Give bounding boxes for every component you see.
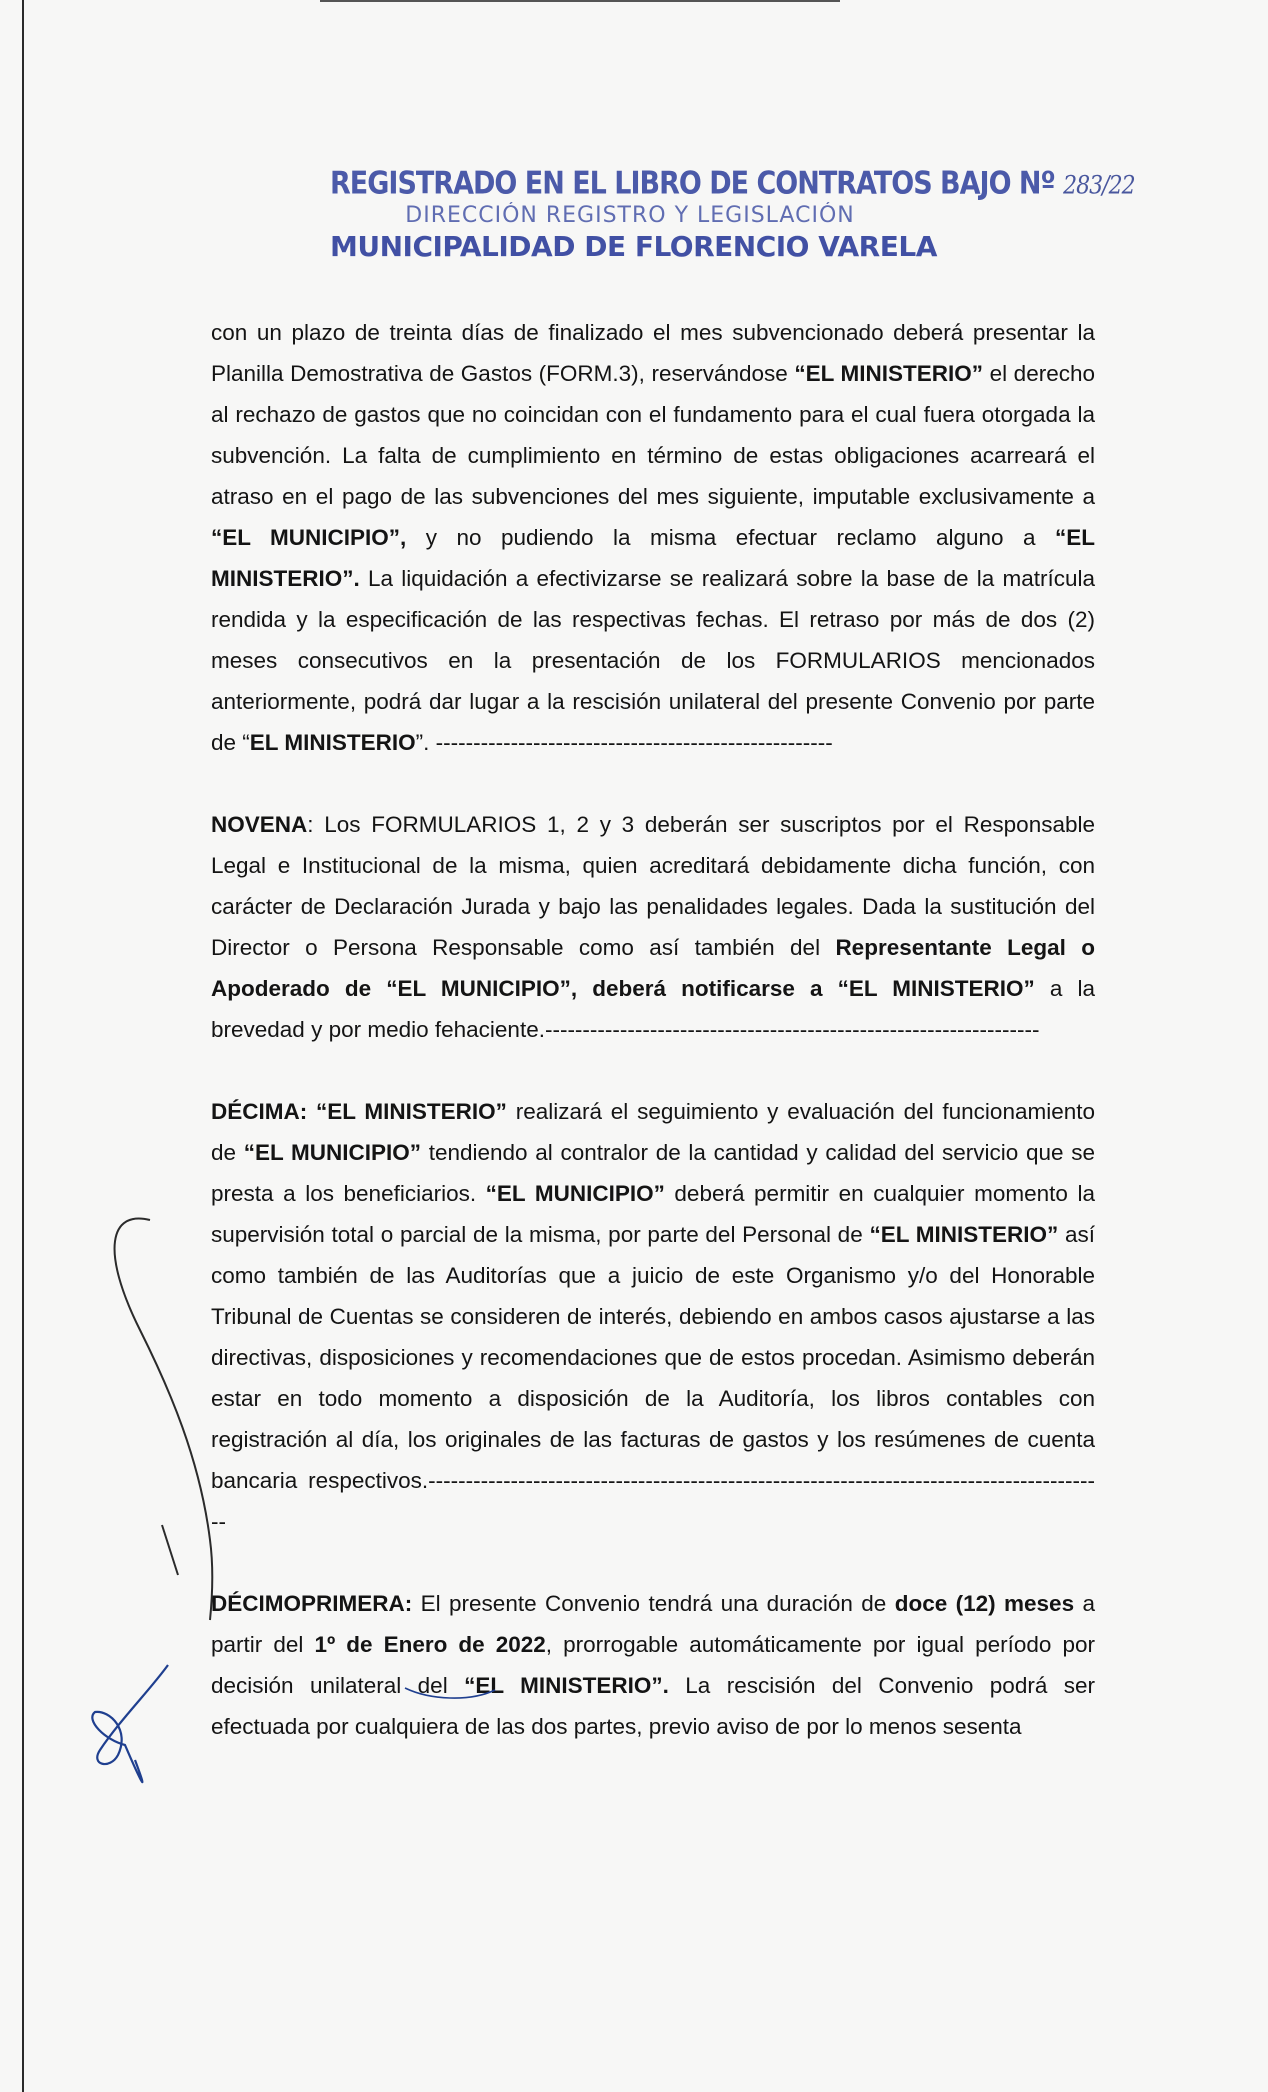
bold-text-run: EL MINISTERIO <box>249 730 416 755</box>
text-run: La rescisión del Convenio podrá ser efectuada por cualquiera de las dos partes, previo aviso de por lo menos sesenta <box>211 1673 1096 1739</box>
stamp-handwritten-number: 283/22 <box>1063 171 1135 201</box>
text-run: , prorrogable automáticamente por igual período por decisión unilateral del <box>211 1632 1095 1698</box>
text-run: : Los FORMULARIOS 1, 2 y 3 deberán ser suscriptos por el Responsable Legal e Institucional de la misma, quien acreditará debidamente dicha función, con carácter de Declaración Jurada y bajo las penalidades legales. Dada la sustitución del Director o Persona Responsable como así también del <box>211 812 1095 960</box>
stamp-line-1-text: REGISTRADO EN EL LIBRO DE CONTRATOS BAJO Nº <box>330 165 1055 202</box>
bold-text-run: “EL MINISTERIO”. <box>211 525 1095 591</box>
bold-text-run: doce (12) meses <box>894 1591 1075 1616</box>
contract-paragraph <box>211 1583 1095 1747</box>
contract-body <box>211 312 1095 1788</box>
margin-stroke-curve <box>115 1218 213 1620</box>
bold-text-run: NOVENA <box>211 812 308 837</box>
scan-top-edge <box>320 0 840 2</box>
text-run: el derecho al rechazo de gastos que no coincidan con el fundamento para el cual fuera otorgada la subvención. La falta de cumplimiento en término de estas obligaciones acarreará el atraso en el pago de las subvenciones del mes siguiente, imputable exclusivamente a <box>211 361 1095 509</box>
bold-text-run: “EL MINISTERIO”. <box>464 1673 669 1698</box>
bold-text-run: DÉCIMOPRIMERA: <box>211 1591 413 1616</box>
scan-left-edge <box>22 0 24 2092</box>
contract-paragraph <box>211 312 1095 763</box>
text-run: tendiendo al contralor de la cantidad y calidad del servicio que se presta a los beneficiarios. <box>211 1140 1095 1206</box>
bold-text-run: 1º de Enero de 2022 <box>314 1632 546 1657</box>
bold-text-run: “EL MUNICIPIO”, <box>211 525 407 550</box>
registration-stamp <box>330 165 1135 263</box>
bold-text-run: “EL MUNICIPIO” <box>485 1181 665 1206</box>
text-run: a la brevedad y por medio fehaciente.------------------------------------------------------------------ <box>211 976 1096 1042</box>
text-run: El presente Convenio tendrá una duración de <box>412 1591 895 1616</box>
contract-paragraph <box>211 804 1095 1050</box>
text-run: deberá permitir en cualquier momento la supervisión total o parcial de la misma, por parte del Personal de <box>211 1181 1095 1247</box>
stamp-line-2: DIRECCIÓN REGISTRO Y LEGISLACIÓN <box>405 203 855 228</box>
text-run: ”. ----------------------------------------------------- <box>415 730 833 755</box>
text-run: a partir del <box>211 1591 1095 1657</box>
stamp-line-3: MUNICIPALIDAD DE FLORENCIO VARELA <box>330 230 937 263</box>
bold-text-run: DÉCIMA: “EL MINISTERIO” <box>211 1099 507 1124</box>
bold-text-run: “EL MINISTERIO” <box>869 1222 1059 1247</box>
text-run: La liquidación a efectivizarse se realizará sobre la base de la matrícula rendida y la especificación de las respectivas fechas. El retraso por más de dos (2) meses consecutivos en la presentación de los FORMULARIOS mencionados anteriormente, podrá dar lugar a la rescisión unilateral del presente Convenio por parte de “ <box>211 566 1095 755</box>
text-run: así como también de las Auditorías que a juicio de este Organismo y/o del Honorable Tribunal de Cuentas se consideren de interés, debiendo en ambos casos ajustarse a las directivas, disposiciones y recomendaciones que de estos procedan. Asimismo deberán estar en todo momento a disposición de la Auditoría, los libros contables con registración al día, los originales de las facturas de gastos y los resúmenes de cuenta bancaria respectivos.------------------------------------------------------------------------------------------- <box>211 1222 1095 1534</box>
text-run: realizará el seguimiento y evaluación del funcionamiento de <box>211 1099 1095 1165</box>
contract-paragraph <box>211 1091 1095 1542</box>
stamp-line-1 <box>330 165 1135 202</box>
bold-text-run: “EL MINISTERIO” <box>794 361 984 386</box>
margin-stroke-short <box>162 1525 178 1575</box>
initials-signature <box>92 1665 168 1782</box>
bold-text-run: “EL MUNICIPIO” <box>243 1140 422 1165</box>
text-run: y no pudiendo la misma efectuar reclamo alguno a <box>406 525 1055 550</box>
bold-text-run: Representante Legal o Apoderado de “EL MUNICIPIO”, deberá notificarse a “EL MINISTERIO” <box>211 935 1095 1001</box>
text-run: con un plazo de treinta días de finalizado el mes subvencionado deberá presentar la Planilla Demostrativa de Gastos (FORM.3), reservándose <box>211 320 1095 386</box>
